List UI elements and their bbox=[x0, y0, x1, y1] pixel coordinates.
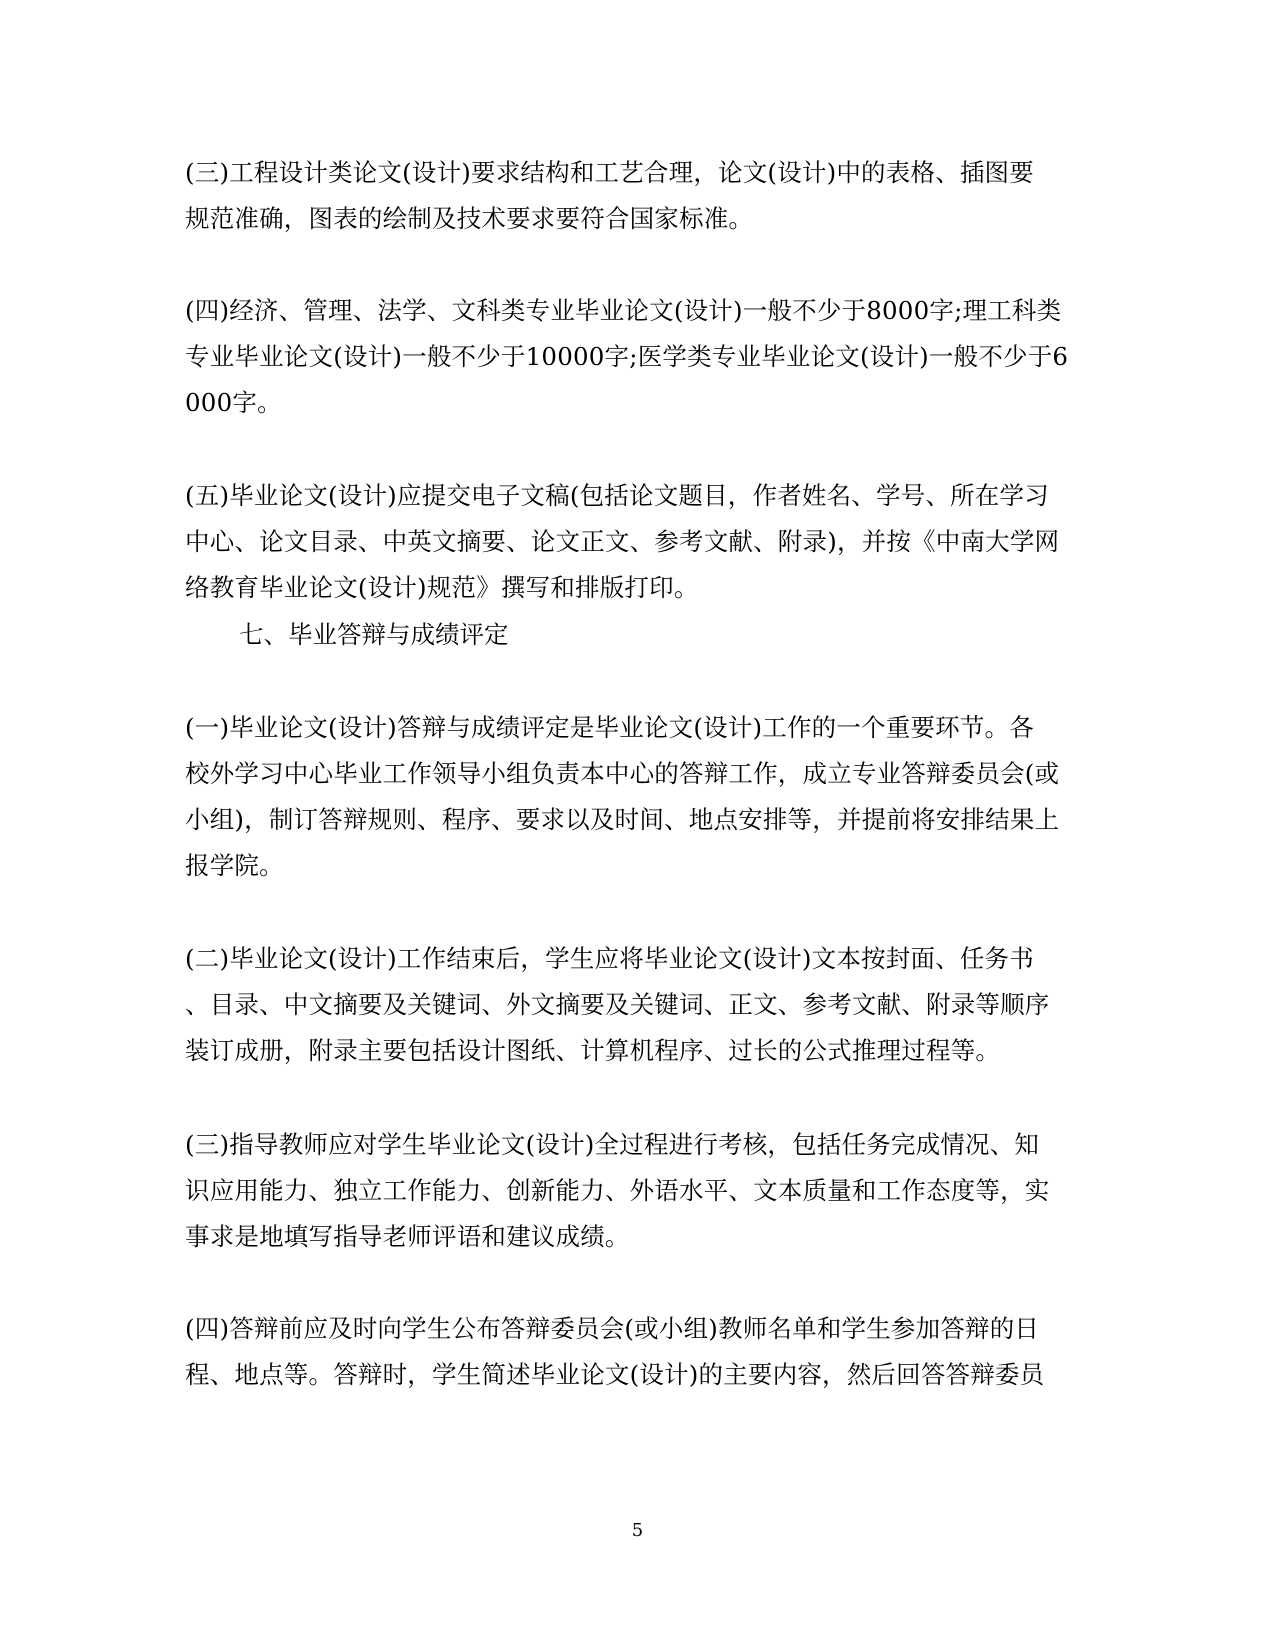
paragraph-line: 识应用能力、独立工作能力、创新能力、外语水平、文本质量和工作态度等，实 bbox=[185, 1176, 1050, 1205]
paragraph-line: 程、地点等。答辩时，学生简述毕业论文(设计)的主要内容，然后回答答辩委员 bbox=[185, 1360, 1045, 1389]
paragraph-binding-order bbox=[185, 936, 1055, 1074]
paragraph-line: 装订成册，附录主要包括设计图纸、计算机程序、过长的公式推理过程等。 bbox=[185, 1036, 1001, 1065]
paragraph-line: (二)毕业论文(设计)工作结束后，学生应将毕业论文(设计)文本按封面、任务书 bbox=[185, 944, 1034, 973]
paragraph-line: 、目录、中文摘要及关键词、外文摘要及关键词、正文、参考文献、附录等顺序 bbox=[185, 990, 1050, 1019]
paragraph-word-count bbox=[185, 288, 1069, 426]
page-number: 5 bbox=[631, 1520, 644, 1541]
paragraph-line: 报学院。 bbox=[185, 851, 284, 880]
paragraph-advisor-assessment bbox=[185, 1122, 1055, 1260]
paragraph-electronic-submission bbox=[185, 473, 1060, 611]
paragraph-line: (一)毕业论文(设计)答辩与成绩评定是毕业论文(设计)工作的一个重要环节。各 bbox=[185, 713, 1034, 742]
paragraph-line: 专业毕业论文(设计)一般不少于10000字;医学类专业毕业论文(设计)一般不少于6 bbox=[185, 342, 1069, 371]
paragraph-line: 小组)，制订答辩规则、程序、要求以及时间、地点安排等，并提前将安排结果上 bbox=[185, 805, 1060, 834]
section-heading: 七、毕业答辩与成绩评定 bbox=[239, 620, 509, 649]
paragraph-line: 事求是地填写指导老师评语和建议成绩。 bbox=[185, 1222, 630, 1251]
paragraph-line: (五)毕业论文(设计)应提交电子文稿(包括论文题目，作者姓名、学号、所在学习 bbox=[185, 481, 1049, 510]
paragraph-line: 规范准确，图表的绘制及技术要求要符合国家标准。 bbox=[185, 204, 754, 233]
paragraph-line: 校外学习中心毕业工作领导小组负责本中心的答辩工作，成立专业答辩委员会(或 bbox=[185, 759, 1060, 788]
paragraph-line: (三)工程设计类论文(设计)要求结构和工艺合理，论文(设计)中的表格、插图要 bbox=[185, 158, 1034, 187]
paragraph-line: (三)指导教师应对学生毕业论文(设计)全过程进行考核，包括任务完成情况、知 bbox=[185, 1130, 1040, 1159]
paragraph-defense-evaluation bbox=[185, 705, 1060, 889]
paragraph-line: 000字。 bbox=[185, 388, 282, 417]
paragraph-defense-schedule bbox=[185, 1306, 1055, 1398]
paragraph-line: (四)经济、管理、法学、文科类专业毕业论文(设计)一般不少于8000字;理工科类 bbox=[185, 296, 1062, 325]
paragraph-line: 络教育毕业论文(设计)规范》撰写和排版打印。 bbox=[185, 573, 699, 602]
paragraph-line: 中心、论文目录、中英文摘要、论文正文、参考文献、附录)，并按《中南大学网 bbox=[185, 527, 1060, 556]
paragraph-engineering-design bbox=[185, 150, 1055, 242]
paragraph-line: (四)答辩前应及时向学生公布答辩委员会(或小组)教师名单和学生参加答辩的日 bbox=[185, 1314, 1040, 1343]
